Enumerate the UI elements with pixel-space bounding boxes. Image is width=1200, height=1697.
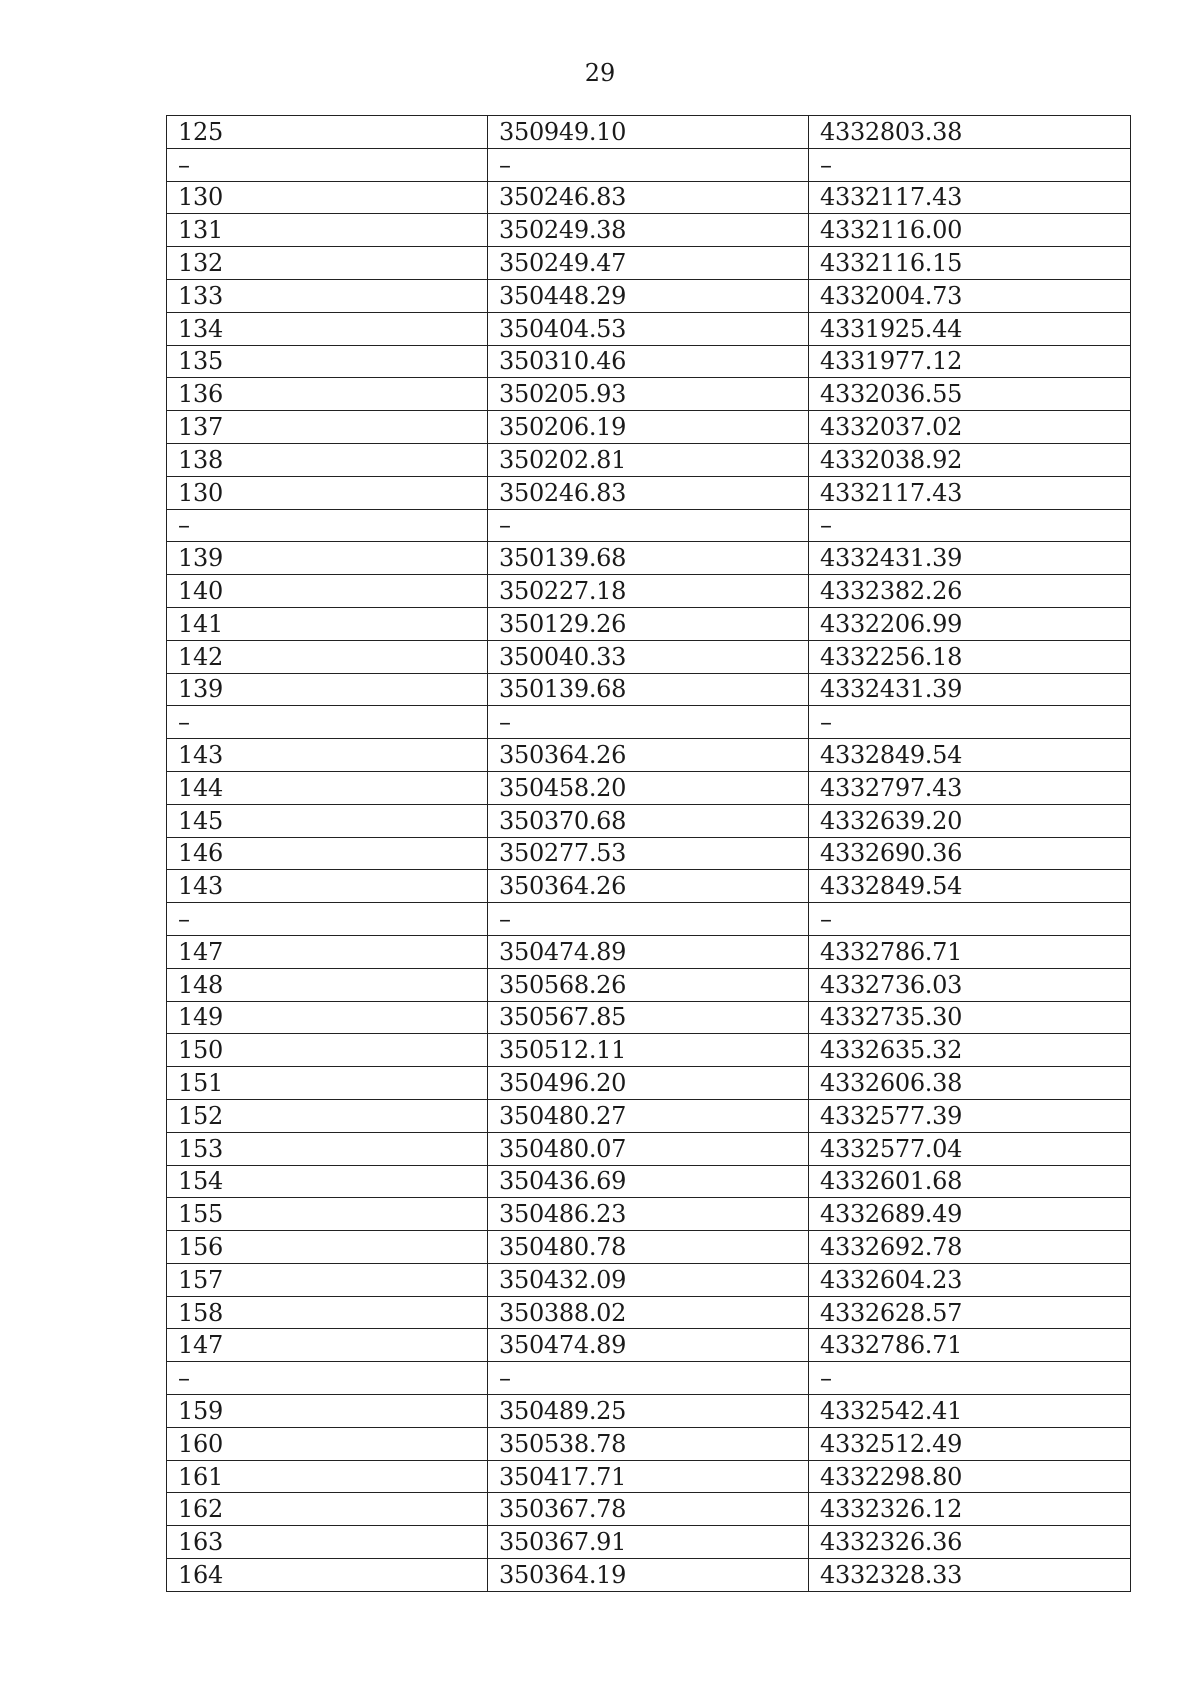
table-row [167,378,1131,411]
y-coordinate-cell: 4332117.43 [809,476,1131,509]
point-number-cell: – [167,706,488,739]
point-number-cell: 151 [167,1067,488,1100]
point-number-cell: 138 [167,443,488,476]
x-coordinate-cell: 350538.78 [488,1427,809,1460]
table-row [167,214,1131,247]
x-coordinate-cell: 350310.46 [488,345,809,378]
point-number-cell: 139 [167,542,488,575]
table-row [167,1460,1131,1493]
table-row [167,575,1131,608]
y-coordinate-cell: 4332038.92 [809,443,1131,476]
x-coordinate-cell: 350367.78 [488,1493,809,1526]
x-coordinate-cell: 350448.29 [488,279,809,312]
point-number-cell: 159 [167,1395,488,1428]
point-number-cell: 163 [167,1526,488,1559]
y-coordinate-cell: 4332690.36 [809,837,1131,870]
x-coordinate-cell: 350246.83 [488,181,809,214]
point-number-cell: 150 [167,1034,488,1067]
point-number-cell: 135 [167,345,488,378]
y-coordinate-cell: 4332639.20 [809,804,1131,837]
x-coordinate-cell: 350474.89 [488,1329,809,1362]
x-coordinate-cell: 350246.83 [488,476,809,509]
y-coordinate-cell: 4332512.49 [809,1427,1131,1460]
table-row [167,1329,1131,1362]
point-number-cell: 146 [167,837,488,870]
point-number-cell: 132 [167,247,488,280]
y-coordinate-cell: 4332692.78 [809,1231,1131,1264]
x-coordinate-cell: 350040.33 [488,640,809,673]
y-coordinate-cell: 4332736.03 [809,968,1131,1001]
x-coordinate-cell: 350404.53 [488,312,809,345]
point-number-cell: 164 [167,1559,488,1592]
table-row [167,1559,1131,1592]
table-row [167,903,1131,936]
table-row [167,116,1131,149]
coordinates-table-body [167,116,1131,1592]
point-number-cell: 131 [167,214,488,247]
y-coordinate-cell: 4331977.12 [809,345,1131,378]
point-number-cell: 125 [167,116,488,149]
y-coordinate-cell: 4332849.54 [809,870,1131,903]
y-coordinate-cell: – [809,903,1131,936]
y-coordinate-cell: 4332037.02 [809,411,1131,444]
x-coordinate-cell: – [488,509,809,542]
point-number-cell: 136 [167,378,488,411]
point-number-cell: – [167,148,488,181]
y-coordinate-cell: 4332431.39 [809,673,1131,706]
table-row [167,1231,1131,1264]
table-row [167,247,1131,280]
x-coordinate-cell: 350568.26 [488,968,809,1001]
table-row [167,279,1131,312]
point-number-cell: 155 [167,1198,488,1231]
table-row [167,1198,1131,1231]
x-coordinate-cell: 350474.89 [488,935,809,968]
point-number-cell: 133 [167,279,488,312]
x-coordinate-cell: 350949.10 [488,116,809,149]
y-coordinate-cell: – [809,509,1131,542]
x-coordinate-cell: – [488,148,809,181]
x-coordinate-cell: 350364.26 [488,870,809,903]
x-coordinate-cell: 350370.68 [488,804,809,837]
table-row [167,1362,1131,1395]
y-coordinate-cell: 4332116.15 [809,247,1131,280]
point-number-cell: 157 [167,1263,488,1296]
x-coordinate-cell: 350364.19 [488,1559,809,1592]
y-coordinate-cell: 4332117.43 [809,181,1131,214]
page-number: 29 [584,59,616,87]
table-row [167,706,1131,739]
table-row [167,1296,1131,1329]
table-row [167,1067,1131,1100]
table-row [167,1493,1131,1526]
table-row [167,673,1131,706]
y-coordinate-cell: 4331925.44 [809,312,1131,345]
y-coordinate-cell: 4332606.38 [809,1067,1131,1100]
point-number-cell: 130 [167,476,488,509]
x-coordinate-cell: 350277.53 [488,837,809,870]
point-number-cell: 161 [167,1460,488,1493]
x-coordinate-cell: 350129.26 [488,607,809,640]
y-coordinate-cell: 4332326.12 [809,1493,1131,1526]
table-row [167,148,1131,181]
y-coordinate-cell: 4332635.32 [809,1034,1131,1067]
x-coordinate-cell: 350227.18 [488,575,809,608]
point-number-cell: 139 [167,673,488,706]
x-coordinate-cell: 350458.20 [488,771,809,804]
point-number-cell: 140 [167,575,488,608]
table-row [167,1034,1131,1067]
y-coordinate-cell: – [809,148,1131,181]
y-coordinate-cell: 4332601.68 [809,1165,1131,1198]
y-coordinate-cell: 4332577.04 [809,1132,1131,1165]
y-coordinate-cell: 4332116.00 [809,214,1131,247]
point-number-cell: 147 [167,1329,488,1362]
x-coordinate-cell: – [488,706,809,739]
table-row [167,968,1131,1001]
y-coordinate-cell: 4332628.57 [809,1296,1131,1329]
y-coordinate-cell: 4332206.99 [809,607,1131,640]
x-coordinate-cell: 350489.25 [488,1395,809,1428]
x-coordinate-cell: – [488,903,809,936]
point-number-cell: 149 [167,1001,488,1034]
x-coordinate-cell: 350496.20 [488,1067,809,1100]
point-number-cell: 143 [167,870,488,903]
table-row [167,739,1131,772]
point-number-cell: 156 [167,1231,488,1264]
x-coordinate-cell: 350388.02 [488,1296,809,1329]
x-coordinate-cell: 350367.91 [488,1526,809,1559]
point-number-cell: – [167,509,488,542]
x-coordinate-cell: 350567.85 [488,1001,809,1034]
table-row [167,935,1131,968]
y-coordinate-cell: 4332326.36 [809,1526,1131,1559]
y-coordinate-cell: 4332328.33 [809,1559,1131,1592]
table-row [167,1526,1131,1559]
x-coordinate-cell: 350139.68 [488,673,809,706]
table-row [167,837,1131,870]
point-number-cell: 160 [167,1427,488,1460]
table-row [167,804,1131,837]
x-coordinate-cell: 350205.93 [488,378,809,411]
point-number-cell: 134 [167,312,488,345]
table-row [167,509,1131,542]
point-number-cell: 153 [167,1132,488,1165]
y-coordinate-cell: 4332735.30 [809,1001,1131,1034]
y-coordinate-cell: 4332786.71 [809,1329,1131,1362]
x-coordinate-cell: 350432.09 [488,1263,809,1296]
point-number-cell: 147 [167,935,488,968]
x-coordinate-cell: 350249.47 [488,247,809,280]
table-row [167,1099,1131,1132]
y-coordinate-cell: 4332803.38 [809,116,1131,149]
point-number-cell: – [167,1362,488,1395]
point-number-cell: 145 [167,804,488,837]
x-coordinate-cell: 350480.78 [488,1231,809,1264]
table-row [167,1165,1131,1198]
table-row [167,607,1131,640]
y-coordinate-cell: 4332298.80 [809,1460,1131,1493]
table-row [167,1395,1131,1428]
point-number-cell: 144 [167,771,488,804]
x-coordinate-cell: – [488,1362,809,1395]
table-row [167,181,1131,214]
point-number-cell: 141 [167,607,488,640]
x-coordinate-cell: 350480.27 [488,1099,809,1132]
x-coordinate-cell: 350512.11 [488,1034,809,1067]
x-coordinate-cell: 350249.38 [488,214,809,247]
table-row [167,476,1131,509]
table-row [167,1263,1131,1296]
x-coordinate-cell: 350417.71 [488,1460,809,1493]
table-row [167,1132,1131,1165]
x-coordinate-cell: 350364.26 [488,739,809,772]
y-coordinate-cell: 4332797.43 [809,771,1131,804]
x-coordinate-cell: 350206.19 [488,411,809,444]
table-row [167,411,1131,444]
table-row [167,443,1131,476]
x-coordinate-cell: 350436.69 [488,1165,809,1198]
table-row [167,640,1131,673]
table-row [167,345,1131,378]
x-coordinate-cell: 350486.23 [488,1198,809,1231]
y-coordinate-cell: 4332849.54 [809,739,1131,772]
point-number-cell: 137 [167,411,488,444]
y-coordinate-cell: 4332786.71 [809,935,1131,968]
y-coordinate-cell: 4332577.39 [809,1099,1131,1132]
point-number-cell: 158 [167,1296,488,1329]
table-row [167,870,1131,903]
table-row [167,771,1131,804]
table-row [167,542,1131,575]
x-coordinate-cell: 350139.68 [488,542,809,575]
x-coordinate-cell: 350202.81 [488,443,809,476]
coordinates-table [166,115,1131,1592]
y-coordinate-cell: 4332542.41 [809,1395,1131,1428]
point-number-cell: 130 [167,181,488,214]
table-row [167,312,1131,345]
table-row [167,1427,1131,1460]
point-number-cell: 162 [167,1493,488,1526]
point-number-cell: 142 [167,640,488,673]
y-coordinate-cell: 4332604.23 [809,1263,1131,1296]
table-row [167,1001,1131,1034]
y-coordinate-cell: 4332689.49 [809,1198,1131,1231]
y-coordinate-cell: – [809,1362,1131,1395]
y-coordinate-cell: 4332256.18 [809,640,1131,673]
y-coordinate-cell: 4332036.55 [809,378,1131,411]
point-number-cell: 148 [167,968,488,1001]
point-number-cell: – [167,903,488,936]
point-number-cell: 152 [167,1099,488,1132]
y-coordinate-cell: 4332004.73 [809,279,1131,312]
y-coordinate-cell: 4332431.39 [809,542,1131,575]
y-coordinate-cell: 4332382.26 [809,575,1131,608]
point-number-cell: 154 [167,1165,488,1198]
x-coordinate-cell: 350480.07 [488,1132,809,1165]
point-number-cell: 143 [167,739,488,772]
y-coordinate-cell: – [809,706,1131,739]
